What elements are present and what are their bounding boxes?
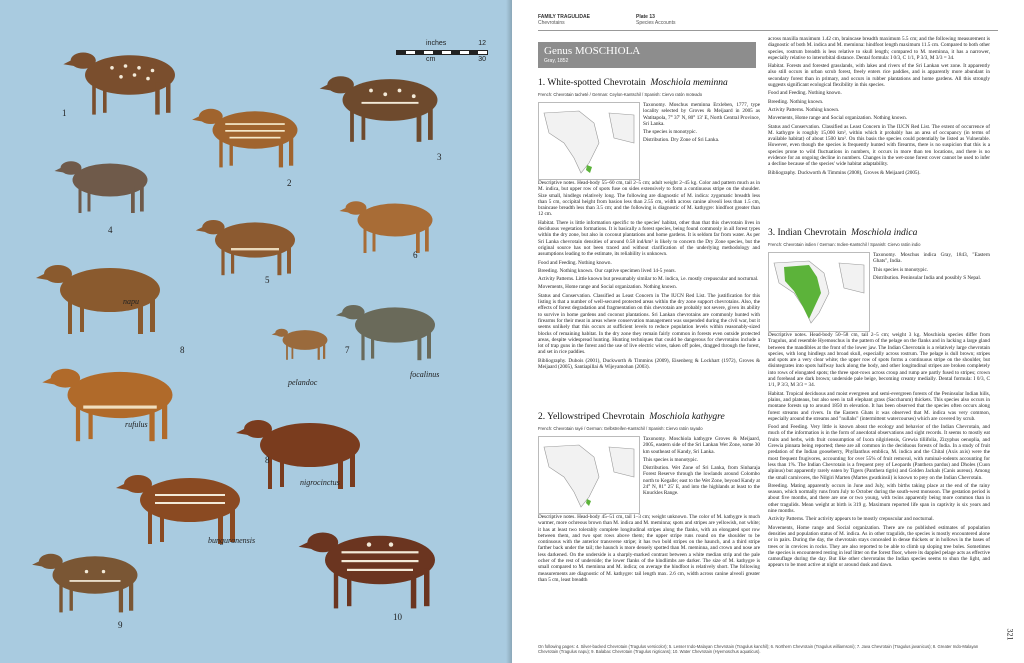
chevrotain-8-napu	[36, 265, 160, 334]
species-1-latin-name: Moschiola meminna	[650, 78, 728, 88]
header-family-sub: Chevrotains	[538, 20, 565, 26]
s2-distribution: Distribution. Wet Zone of Sri Lanka, from Sinharaja Forest Reserve through the lowlands around Colombo north to Kegalle; east to the Wet Zone, beyond Kandy at 24° N, 81° 25′ E, and into the highlands at least to the Knuckles Range.	[643, 465, 760, 497]
genus-author: Gray, 1852	[544, 58, 569, 64]
plate-number-8: 8	[180, 345, 185, 355]
plate-number-10: 10	[393, 612, 402, 622]
header-plate-sub: Species Accounts	[636, 20, 676, 26]
s2-taxonomy: Taxonomy. Moschiola kathygre Groves & Meijaard, 2005, eastern side of the Sri Lankan Wet Zone, some 30 km southeast of Kandy, Sri Lanka.	[643, 436, 760, 455]
s2-descriptive: Descriptive notes. Head-body 45–51 cm, tail 1–3 cm; weight unknown. The color of M. kathygre is much warmer, more ochreous brown than M. indica and M. meminna; spots and stripes are yellowish, not white; it has at least two tolerably complete longitudinal stripes along the flanks, with an elongated spot row between them, and two spot rows above them; the upper stripe runs round on the shoulder to be continuous with the anterior transverse stripe; it has two bold stripes on the haunch, and a third stripe farther back under the tail; the haunch is more densely spotted than M. meminna, and crown and nose are less darkened. On the underside is a sharply-marked contrast between a white median strip and the pale ocher of the rest of underside; the lower flanks of the hindlimbs are darker. The size of M. kathygre is small compared to M. meminna and M. indica; on average the hindfoot is relatively short. The following measurements are diagnostic of M. kathygre: tail length max. 2.6 cm, width across canine alveoli greater than 5 cm, least breadth	[538, 514, 760, 583]
chevrotain-focalinus	[336, 305, 435, 360]
chevrotain-pelandoc	[272, 329, 328, 360]
s1-distribution: Distribution. Dry Zone of Sri Lanka.	[643, 137, 720, 144]
species-1-taxonomy-block	[643, 102, 760, 178]
label-napu: napu	[123, 297, 139, 306]
label-rufulus: rufulus	[125, 420, 148, 429]
c3-measurements: across maxilla maximum 1.42 cm, braincase breadth maximum 5.5 cm; and the following measurement is diagnostic of both M. indica and M. meminna: hindfoot length maximum 11.5 cm. Compared to both other species, rostrum breadth is less relative to skull length; compared to M. meminna, it has a narrower, especially relative to interorbital distance. Dental formula: I 0/3, C 1/1, P 3/3, M 3/3 = 34.	[768, 36, 990, 61]
species-accounts-page	[512, 0, 1024, 663]
species-3-common-name: 3. Indian Chevrotain	[768, 228, 847, 238]
genus-bar	[538, 42, 756, 68]
species-1-title	[538, 78, 728, 88]
species-2-latin-name: Moschiola kathygre	[649, 412, 725, 422]
plate-number-5: 5	[265, 275, 270, 285]
plate-number-6: 6	[413, 250, 418, 260]
scale-inches-max: 12	[478, 40, 486, 47]
s1-breeding: Breeding. Nothing known. Our captive specimen lived 14-5 years.	[538, 267, 676, 274]
s3-movements: Movements, Home range and Social organization. There are no published estimates of population densities and population status of M. indica. As in other tragulids, the species is mostly encountered alone or in pairs. During the day, the chevrotain stays concealed in dense thickets or in hollows in the bases of trees or in crevices in rocks. They are also reported to be able to climb up sloping tree boles. Sometimes the species is encountered resting in leaf litter on the forest floor, where its dappled pelage acts as effective camouflage during the day. But like other chevrotains the Indian species seems to shun the light, and appears to be most active at night or around dusk and dawn.	[768, 524, 990, 569]
label-focalinus: focalinus	[410, 370, 440, 379]
c3-food: Food and Feeding. Nothing known.	[768, 90, 842, 97]
chevrotain-1	[63, 53, 175, 115]
label-nigrocinctus: nigrocinctus	[300, 478, 340, 487]
chevrotain-2	[192, 109, 297, 168]
s3-breeding: Breeding. Mating apparently occurs in June and July, with births taking place at the end of the rainy season, which normally runs from July to October during the south-west monsoon. The gestation period is about five months, and there are one or two young, with twins apparently being more common than in other tragulids. Mean weight at birth is 319 g. Maximum reported life span in captivity is six years and nine months.	[768, 482, 990, 515]
species-3-body	[768, 332, 990, 640]
header-rule	[538, 30, 998, 31]
species-3-map	[768, 252, 870, 332]
species-3-taxonomy-block	[873, 252, 990, 330]
header-family: FAMILY TRAGULIDAE	[538, 14, 590, 20]
scale-cm-label: cm	[426, 56, 436, 63]
c3-habitat: Habitat. Forests and forested grasslands, with lakes and rivers of the Sri Lankan wet zone. It apparently also still occurs in urban scrub forest, freely enters rice paddies, and is apparently more abundant in secondary forest than in primary, and occurs in rubber plantations and home gardens. All this strongly suggests significant ecological flexibility in this species.	[768, 63, 990, 89]
c3-bibliography: Bibliography. Duckworth & Timmins (2008), Groves & Meijaard (2005).	[768, 169, 921, 176]
chevrotain-5	[196, 220, 295, 275]
s3-descriptive: Descriptive notes. Head-body 50–58 cm, tail 2–5 cm; weight 3 kg. Moschiola species differ from Tragulus, and resemble Hyemoschus in the pattern of the pelage on the flanks and in lacking a large gland between the mandibles at the front of the lower jaw. The Indian Chevrotain is a relatively large chevrotain species, with long hindlegs and broad skull, especially across rostrum. The pelage is dull brown; stripes and spots are a very clear white; the upper row of spots forms a continuous stripe on the shoulder, but disintegrates into spots halfway back along the body, and other longitudinal stripes are broken completely into rows of elongated spots; the three spot-rows across croup and rump are partly fused to stripes; crown and forehead are dark brown; underside pale beige, becoming creamy medially. Dental formula: I 0/3, C 1/1, P 3/3, M 3/3 = 34.	[768, 332, 990, 389]
s1-monotypic: The species is monotypic.	[643, 129, 697, 136]
plate-footer-caption: On following pages: 4. Silver-backed Chevrotain (Tragulus versicolor); 5. Lesser Indo-Malayan Chevrotain (Tragulus kanchil); 6. Northern Chevrotain (Tragulus williamsoni); 7. Java Chevrotain (Tragulus javanicus); 8. Greater Indo-Malayan Chevrotain (Tragulus napu); 9. Balabac Chevrotain (Tragulus nigricans); 10. Water Chevrotain (Hyemoschus aquaticus).	[538, 644, 979, 654]
c3-movements: Movements, Home range and Social organization. Nothing known.	[768, 115, 908, 122]
s1-habitat: Habitat. There is little information specific to the species' habitat, other than that this chevrotain lives in deciduous vegetation formations. It is basically a forest species, being found commonly in all forest types within the dry zone, but also in coconut plantations and home gardens. It is seldom far from water. As per Sri Lanka chevrotain densities of around 0.58 ind/km² is likely to concern the Dry Zone species, but the original source has not been traced and without clarification of the underlying methodology and assumptions leading to the estimate, its reliability is unknown.	[538, 219, 760, 258]
plate-number-8b: 8	[265, 455, 270, 465]
s3-food: Food and Feeding. Very little is known about the ecology and behavior of the Indian Chevrotain, and much of the information is in the form of anecdotal observations and sight records. It seems to mostly eat fruits and herbs, with fruit consumption of Ixora nilgiriensis, Grewia tiliifolia, Zizyphus oenoplia, and Grewia pinnata being reported; these are all common in the deciduous forests of India. In a study of fruit predation of the Indian gooseberry, Phyllanthus emblica, M. indica and the Chital (Axis axis) were the most frequent frugivores, accounting for over 55% of fruit removal, with ruminal-rodents accounting for less than 1%. The Indian Chevrotain is a frequent prey of Leopards (Panthera pardus) and Dholes (Cuon alpinus) but apparently rarely eaten by Tigers (Panthera tigris) and Golden Jackals (Canis aureus). Among the small carnivores, the Nilgiri Marten (Martes gwatkinsii) is known to prey on the Indian Chevrotain.	[768, 424, 990, 481]
species-1-names: French: Chevrotain tacheté / German: Ceylon-Kantschil / Spanish: Ciervo ratón moteado	[538, 92, 703, 97]
species-2-names: French: Chevrotain rayé / German: Gelbstreifen-Kantschil / Spanish: Ciervo ratón rayado	[538, 426, 703, 431]
running-header-plate	[636, 14, 675, 26]
species-2-title	[538, 412, 725, 422]
chevrotain-bunguranensis	[116, 475, 240, 544]
chevrotain-4	[55, 161, 148, 213]
species-3-latin-name: Moschiola indica	[851, 228, 918, 238]
species-1-common-name: 1. White-spotted Chevrotain	[538, 78, 646, 88]
s1-food: Food and Feeding. Nothing known.	[538, 259, 612, 266]
chevrotain-10	[299, 533, 435, 609]
header-plate: Plate 13	[636, 14, 655, 20]
page-number: 321	[1005, 628, 1015, 641]
species-3-map-svg	[769, 253, 869, 331]
chevrotain-3	[320, 76, 438, 142]
plate-number-2: 2	[287, 178, 292, 188]
chevrotain-rufulus	[42, 369, 172, 441]
species-2-map	[538, 436, 640, 514]
species-3-title	[768, 228, 917, 238]
s1-bibliography: Bibliography. Dubois (2001), Duckworth & Timmins (2009), Eisenberg & Lockhart (1972), Groves & Meijaard (2005), Santiapillai & Wijeyamohan (2003).	[538, 357, 760, 371]
label-pelandoc: pelandoc	[288, 378, 318, 387]
s1-taxonomy: Taxonomy. Moschus meminna Erxleben, 1777, type locality selected by Groves & Meijaard in 2005 as Watitapola, 7° 37′ N, 80° 13′ E, North Central Province, Sri Lanka.	[643, 102, 760, 127]
plate-number-1: 1	[62, 108, 67, 118]
plate-number-4: 4	[108, 225, 113, 235]
species-3-names: French: Chevrotain indien / German: Indien-Kantschil / Spanish: Ciervo ratón indio	[768, 242, 921, 247]
s3-taxonomy: Taxonomy. Moschus indica Gray, 1843, "Eastern Ghats", India.	[873, 252, 990, 265]
species-1-body	[538, 180, 760, 408]
species-2-body	[538, 514, 760, 640]
species-1-map	[538, 102, 640, 180]
genus-name: Genus MOSCHIOLA	[544, 45, 641, 57]
c3-breeding: Breeding. Nothing known.	[768, 98, 824, 105]
species-2-taxonomy-block	[643, 436, 760, 512]
s3-activity: Activity Patterns. Their activity appears to be mostly crepuscular and nocturnal.	[768, 516, 934, 523]
chevrotain-9	[32, 554, 137, 613]
s1-status: Status and Conservation. Classified as Least Concern in The IUCN Red List. The justification for this listing is that a number of well-secured protected areas within the dry zone support chevrotains. Also, the effects of forest degradation and fragmentation on this chevrotain are probably not severe, given its ability to survive in home gardens and coconut plantations. Sri Lankan chevrotains are commonly hunted with firearms for their meat in areas where conservation management was suspended during the civil war, but it seems unlikely that this occurs at sufficient levels to reduce population levels within reasonably-sized blocks of remaining habitat. In the dry zone they remain fairly common in forests even outside protected areas, despite widespread hunting. Hunting techniques that could be dangerous for chevrotains include a lot of trap guns in the forest and the use of live electric wires, taken off poles, dragged through the forest, and set in rice paddies.	[538, 292, 760, 356]
s1-descriptive: Descriptive notes. Head-body 55–60 cm, tail 2–5 cm; adult weight 2–45 kg. Color and pattern much as in M. indica, but upper row of spots fuse on sides extensively to form a continuous stripe on the shoulder. Size small, hindlegs relatively long. The following are diagnostic of M. indica: zygomatic breadth less than 5 cm, occipital height from basion less than 2.55 cm, width across canine alveoli less than 1.5 cm, braincase breadth less than 3.5 cm; and the following is diagnostic of M. kathygre: hindfoot greater than 12 cm.	[538, 180, 760, 218]
label-bunguranensis: bunguranensis	[208, 536, 256, 545]
species-2-common-name: 2. Yellowstriped Chevrotain	[538, 412, 645, 422]
scale-inches-label: inches	[426, 40, 447, 47]
c3-activity: Activity Patterns. Nothing known.	[768, 106, 840, 113]
column-3-continuation	[768, 36, 990, 222]
s3-monotypic: This species is monotypic.	[873, 266, 929, 273]
chevrotain-nigrocinctus	[236, 420, 360, 489]
species-1-map-svg	[539, 103, 639, 179]
s2-monotypic: This species is monotypic.	[643, 456, 699, 463]
s1-activity: Activity Patterns. Little known but presumably similar to M. indica, i.e. mostly crepuscular and nocturnal.	[538, 276, 759, 283]
s3-habitat: Habitat. Tropical deciduous and moist evergreen and semi-evergreen forests of the Peninsular Indian hills, plains, and plateaus, but also seen in tall elephant grass (Saccharum) thickets. This species also occurs in montane forests up to around 1850 m elevation. It has been observed that the species often occurs along forest streams and rivers. In the Eastern Ghats it was observed that M. indica was very common, especially around the streams and "nullahs" (intermittent watercourses) which are covered by scrub.	[768, 390, 990, 422]
c3-status: Status and Conservation. Classified as Least Concern in The IUCN Red List. The extent of occurrence of M. kathygre is roughly 15,000 km², within which it probably has an area of occupancy (in terms of available habitat) of about 1500 km². On this basis the species could potentially be listed as Vulnerable. However, even though the species is frequently hunted with firearms, there is no suspicion that this is a species prone to wild fluctuations in numbers, it occurs in more than ten locations, and there is no evidence for an ongoing decline in numbers. Changes in the wet-zone forest cover cannot be used to infer a decline because of the species' wide habitat adaptability.	[768, 123, 990, 168]
running-header-family	[538, 14, 590, 26]
s3-distribution: Distribution. Peninsular India and possibly S Nepal.	[873, 274, 982, 281]
species-2-map-svg	[539, 437, 639, 513]
chevrotain-6	[340, 201, 433, 253]
plate-number-3: 3	[437, 152, 442, 162]
plate-number-7: 7	[345, 345, 350, 355]
scale-cm-max: 30	[478, 56, 486, 63]
s1-movements: Movements, Home range and Social organization. Nothing known.	[538, 284, 678, 291]
plate-number-9: 9	[118, 620, 123, 630]
